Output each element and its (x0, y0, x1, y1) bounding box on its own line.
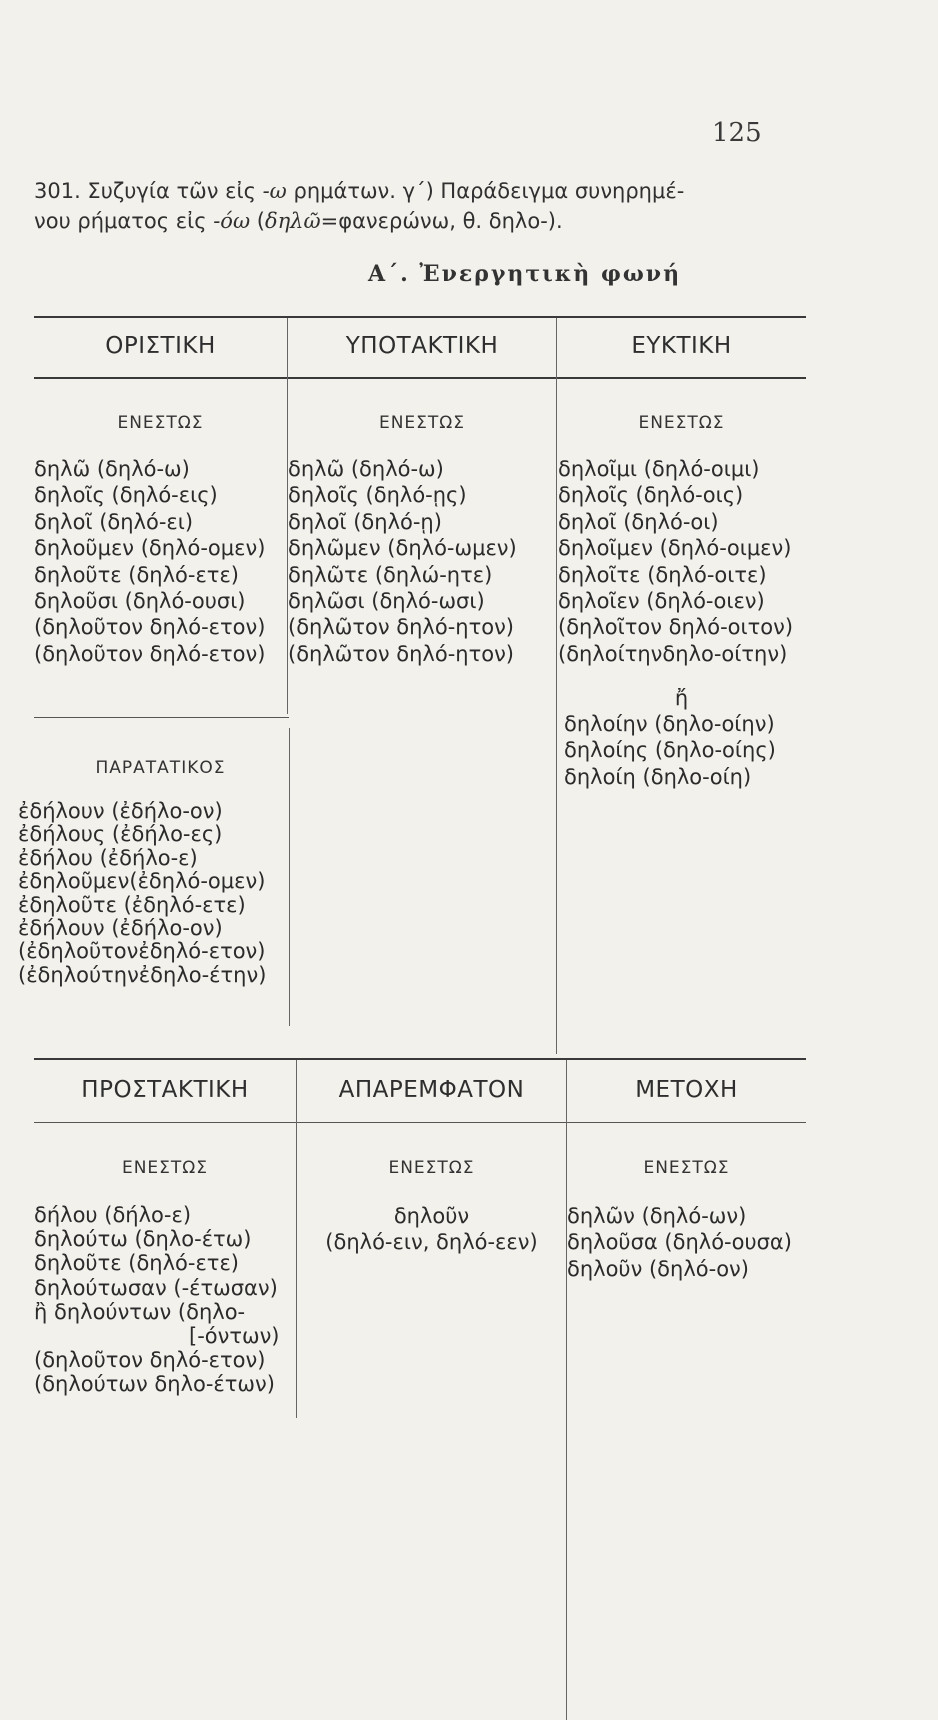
list-item: δηλοῦτε (δηλό-ετε) (34, 1251, 239, 1276)
list-item: δηλῶ (δηλό-ω) (34, 457, 190, 481)
optative-alternative-forms (564, 711, 776, 790)
list-item: δηλοίην (δηλο-οίην) (564, 712, 775, 736)
list-item: (δηλῶτον δηλό-ητον) (288, 615, 514, 640)
lower-header-bottom-rule (34, 1122, 806, 1123)
infinitive-present-forms (297, 1203, 566, 1256)
list-item: δηλοῦν (δηλό-ον) (567, 1256, 749, 1281)
infinitive-present-label: ΕΝΕΣΤΩΣ (388, 1158, 475, 1178)
intro-text: ρημάτων. γ΄) Παράδειγμα συνηρημέ- (286, 179, 685, 203)
indicative-present-forms (34, 456, 265, 667)
list-item: δηλοῦν (393, 1204, 470, 1228)
optative-present-forms (558, 456, 793, 667)
list-item: δηλοῖτε (δηλό-οιτε) (558, 562, 767, 587)
intro-text: 301. Συζυγία τῶν εἰς (34, 179, 263, 203)
lower-table-top-rule (34, 1058, 806, 1060)
list-item: δηλοίης (δηλο-οίης) (564, 738, 776, 763)
list-item: δηλῶτε (δηλώ-ητε) (288, 562, 493, 587)
list-item: δηλοῖ (δηλό-ει) (34, 509, 194, 534)
header-subjunctive: ΥΠΟΤΑΚΤΙΚΗ (345, 333, 499, 359)
list-item: δηλῶ (δηλό-ω) (288, 457, 444, 481)
list-item: ἐδήλουν (ἐδήλο-ον) (18, 915, 223, 940)
optative-or-word (557, 685, 806, 711)
list-item: δηλοῦτε (δηλό-ετε) (34, 562, 239, 587)
list-item: δηλούτωσαν (-έτωσαν) (34, 1275, 278, 1300)
or-label: ἤ (674, 686, 689, 710)
list-item: (ἐδηλούτηνἐδηλο-έτην) (18, 962, 267, 987)
intro-example-verb: δηλῶ (264, 209, 321, 233)
list-item: δήλου (δήλο-ε) (34, 1203, 192, 1227)
subjunctive-present-label: ΕΝΕΣΤΩΣ (378, 413, 466, 433)
column-divider (289, 728, 290, 1026)
imperative-present-label: ΕΝΕΣΤΩΣ (121, 1158, 209, 1178)
list-item: [-όντων) (189, 1323, 280, 1348)
imperative-present-forms (34, 1203, 280, 1397)
list-item: δηλοῖ (δηλό-ῃ) (288, 509, 442, 534)
list-item: ἐδήλουν (ἐδήλο-ον) (18, 799, 223, 823)
list-item: (δηλοῦτον δηλό-ετον) (34, 641, 266, 666)
list-item: δηλοῦσα (δηλό-ουσα) (567, 1230, 792, 1255)
list-item: δηλοῖμι (δηλό-οιμι) (558, 457, 760, 481)
list-item: (δηλοῦτον δηλό-ετον) (34, 1348, 266, 1373)
list-item: δηλῶσι (δηλό-ωσι) (288, 588, 485, 613)
list-item: δηλοῖ (δηλό-οι) (558, 509, 719, 534)
header-optative: ΕΥΚΤΙΚΗ (631, 333, 732, 359)
participle-present-forms (567, 1203, 792, 1282)
page-number: 125 (712, 118, 762, 148)
intro-ending: -ω (262, 179, 287, 203)
list-item: δηλοῦσι (δηλό-ουσι) (34, 588, 246, 613)
list-item: δηλοῖς (δηλό-εις) (34, 483, 218, 508)
list-item: (δηλοίτηνδηλο-οίτην) (558, 641, 788, 666)
header-bottom-rule (34, 377, 806, 379)
intro-text: =φανερώνω, θ. δηλο-). (320, 209, 563, 233)
list-item: δηλοῖς (δηλό-οις) (558, 483, 744, 508)
section-intro-line-2 (34, 206, 563, 236)
list-item: (ἐδηλοῦτονἐδηλό-ετον) (18, 939, 266, 964)
header-imperative: ΠΡΟΣΤΑΚΤΙΚΗ (81, 1077, 249, 1103)
optative-present-label: ΕΝΕΣΤΩΣ (638, 413, 725, 433)
intro-text: νου ρήματος εἰς (34, 209, 214, 233)
column-divider (556, 714, 557, 1054)
list-item: (δηλοῖτον δηλό-οιτον) (558, 615, 794, 640)
list-item: (δηλούτων δηλο-έτων) (34, 1372, 275, 1397)
subjunctive-present-forms (288, 456, 517, 667)
section-intro-line-1 (34, 176, 684, 206)
list-item: δηλοῖμεν (δηλό-οιμεν) (558, 536, 792, 561)
intro-text: ( (250, 209, 265, 233)
list-item: δηλοίη (δηλο-οίη) (564, 764, 752, 789)
imperfect-top-rule (34, 717, 289, 718)
header-infinitive: ΑΠΑΡΕΜΦΑΤΟΝ (338, 1077, 525, 1103)
indicative-present-label: ΕΝΕΣΤΩΣ (117, 413, 204, 433)
list-item: δηλῶν (δηλό-ων) (567, 1204, 747, 1228)
voice-title: Α΄. Ἐνεργητικὴ φωνή (368, 261, 682, 287)
list-item: δηλούτω (δηλο-έτω) (34, 1227, 252, 1252)
column-divider (556, 318, 557, 714)
list-item: ἢ δηλούντων (δηλο- (34, 1299, 246, 1324)
list-item: (δηλοῦτον δηλό-ετον) (34, 615, 266, 640)
list-item: δηλοῦμεν (δηλό-ομεν) (34, 536, 266, 561)
header-indicative: ΟΡΙΣΤΙΚΗ (105, 333, 216, 359)
list-item: δηλῶμεν (δηλό-ωμεν) (288, 536, 517, 561)
header-participle: ΜΕΤΟΧΗ (635, 1077, 738, 1103)
indicative-imperfect-forms (18, 800, 266, 987)
list-item: ἐδήλους (ἐδήλο-ες) (18, 822, 223, 847)
list-item: ἐδήλου (ἐδήλο-ε) (18, 845, 198, 870)
list-item: ἐδηλοῦτε (ἐδηλό-ετε) (18, 892, 246, 917)
list-item: (δηλό-ειν, δηλό-εεν) (325, 1230, 538, 1255)
participle-present-label: ΕΝΕΣΤΩΣ (643, 1158, 730, 1178)
table-top-rule (34, 316, 806, 318)
list-item: (δηλῶτον δηλό-ητον) (288, 641, 514, 666)
list-item: δηλοῖς (δηλό-ῃς) (288, 483, 467, 508)
intro-ending: -όω (213, 209, 251, 233)
list-item: ἐδηλοῦμεν(ἐδηλό-ομεν) (18, 869, 266, 894)
list-item: δηλοῖεν (δηλό-οιεν) (558, 588, 765, 613)
imperfect-label: ΠΑΡΑΤΑΤΙΚΟΣ (95, 758, 226, 778)
